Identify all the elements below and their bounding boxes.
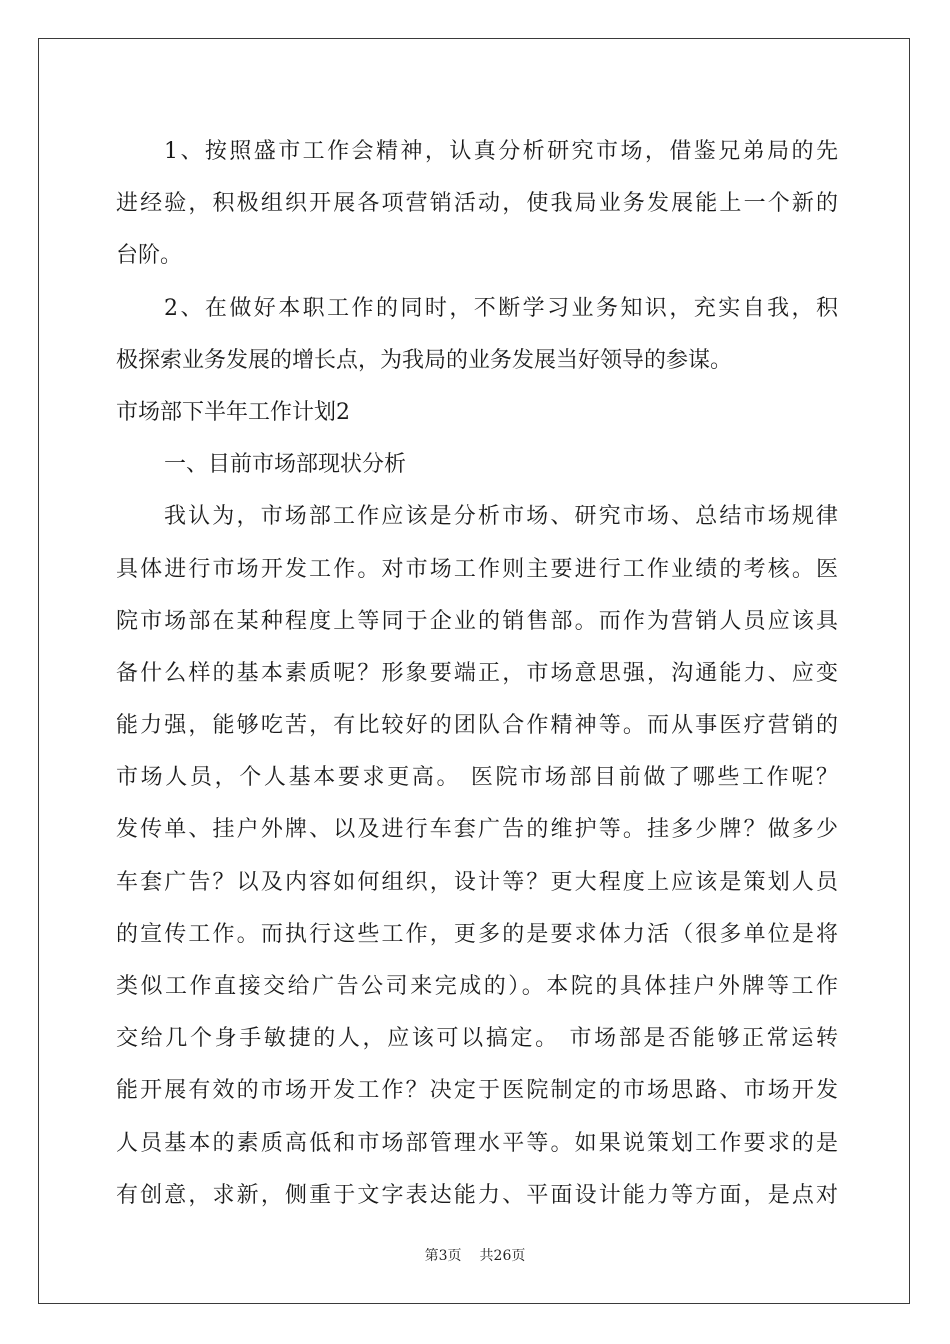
paragraph-3-line-10: 类似工作直接交给广告公司来完成的）。本院的具体挂户外牌等工作 xyxy=(116,974,838,999)
paragraph-1-line-2: 进经验，积极组织开展各项营销活动，使我局业务发展能上一个新的 xyxy=(116,191,838,217)
paragraph-3-line-11: 交给几个身手敏捷的人，应该可以搞定。 市场部是否能够正常运转 xyxy=(116,1026,838,1052)
paragraph-3-line-8: 车套广告？以及内容如何组织，设计等？更大程度上应该是策划人员 xyxy=(116,869,838,895)
page-number: 第3页 xyxy=(424,1248,462,1264)
paragraph-2-line-1: 2、在做好本职工作的同时，不断学习业务知识，充实自我，积 xyxy=(164,295,838,321)
paragraph-3-line-13: 人员基本的素质高低和市场部管理水平等。如果说策划工作要求的是 xyxy=(116,1130,838,1156)
paragraph-1-line-3: 台阶。 xyxy=(116,243,183,269)
paragraph-3-line-3: 院市场部在某种程度上等同于企业的销售部。而作为营销人员应该具 xyxy=(116,608,838,634)
page-footer xyxy=(0,1246,950,1266)
page-total: 共26页 xyxy=(479,1248,526,1264)
paragraph-3-line-14: 有创意，求新，侧重于文字表达能力、平面设计能力等方面，是点对 xyxy=(116,1182,838,1208)
paragraph-3-line-1: 我认为，市场部工作应该是分析市场、研究市场、总结市场规律 xyxy=(164,504,838,530)
paragraph-3-line-12: 能开展有效的市场开发工作？决定于医院制定的市场思路、市场开发 xyxy=(116,1078,838,1104)
paragraph-3-line-4: 备什么样的基本素质呢？形象要端正，市场意思强，沟通能力、应变 xyxy=(116,660,838,686)
document-body xyxy=(116,126,838,1222)
paragraph-3-line-5: 能力强，能够吃苦，有比较好的团队合作精神等。而从事医疗营销的 xyxy=(116,713,838,739)
paragraph-1-line-1: 1、按照盛市工作会精神，认真分析研究市场，借鉴兄弟局的先 xyxy=(164,139,838,164)
paragraph-3-line-6: 市场人员，个人基本要求更高。 医院市场部目前做了哪些工作呢？ xyxy=(116,765,838,791)
paragraph-3-line-7: 发传单、挂户外牌、以及进行车套广告的维护等。挂多少牌？做多少 xyxy=(116,817,838,843)
section-title: 市场部下半年工作计划2 xyxy=(116,399,350,425)
paragraph-2-line-2: 极探索业务发展的增长点，为我局的业务发展当好领导的参谋。 xyxy=(116,347,733,373)
paragraph-3-line-9: 的宣传工作。而执行这些工作，更多的是要求体力活（很多单位是将 xyxy=(116,921,838,947)
paragraph-3-line-2: 具体进行市场开发工作。对市场工作则主要进行工作业绩的考核。医 xyxy=(116,556,838,582)
subsection-heading: 一、目前市场部现状分析 xyxy=(164,452,407,478)
